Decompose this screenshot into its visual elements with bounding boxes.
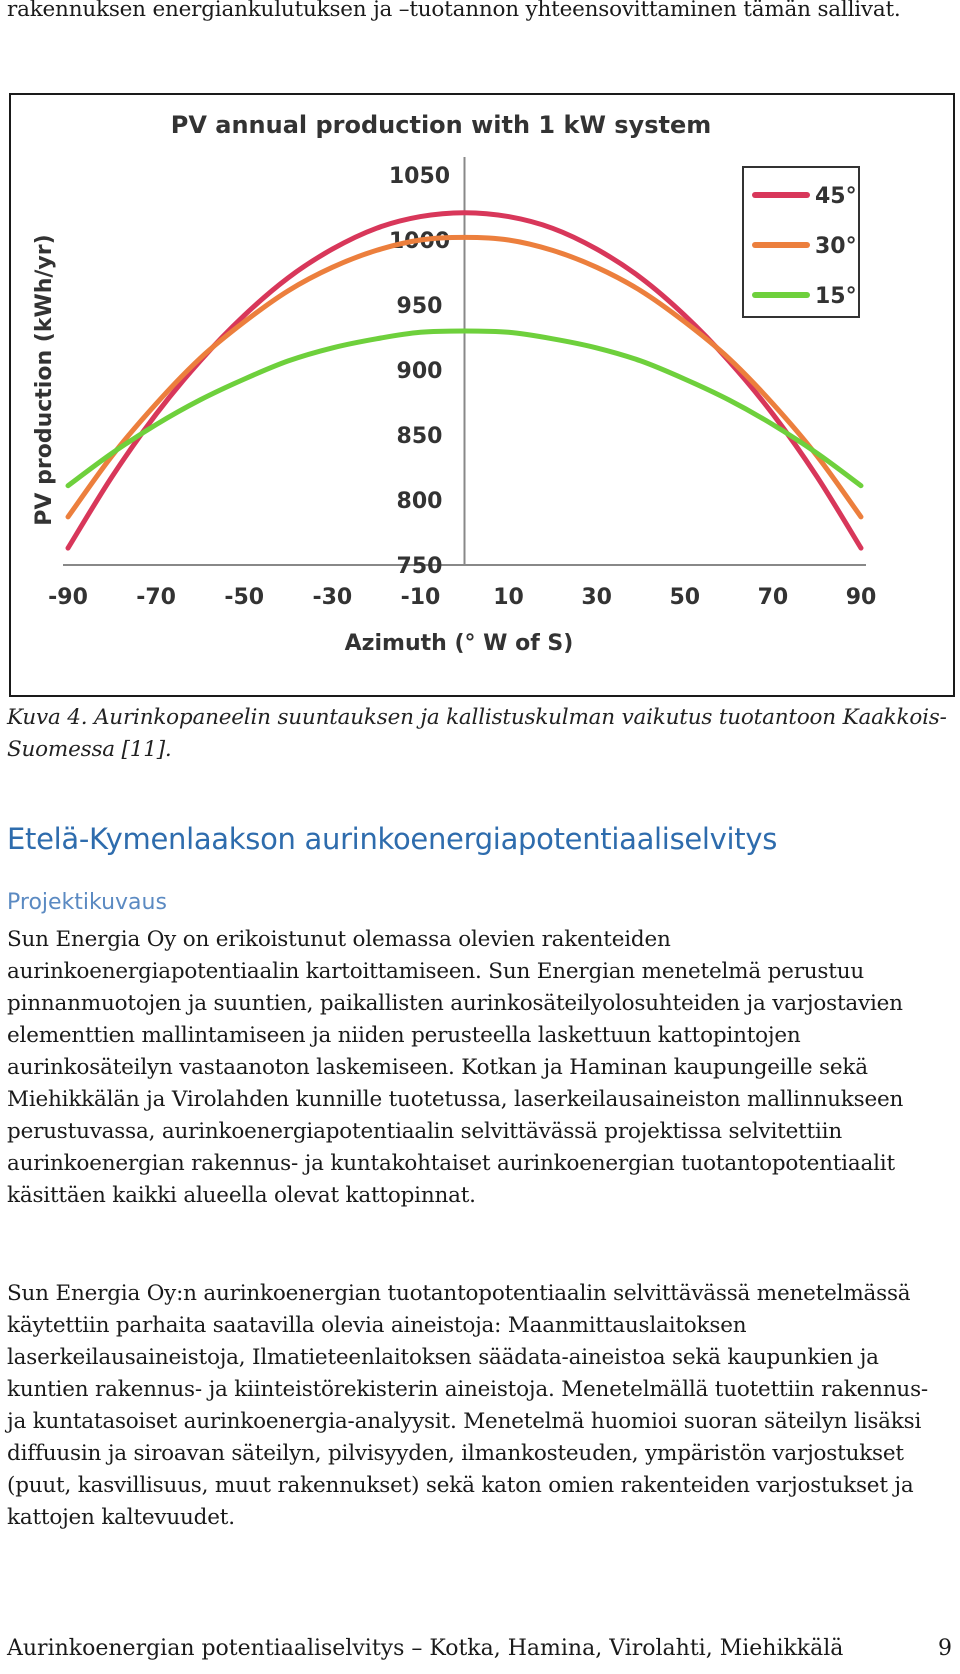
figure-caption: Kuva 4. Aurinkopaneelin suuntauksen ja kallistuskulman vaikutus tuotantoon Kaakkois-Suomessa [11]. [7,705,947,762]
legend-label: 30° [815,234,857,259]
chart-title: PV annual production with 1 kW system [170,111,712,139]
chart-y-axis-label: PV production (kWh/yr) [32,234,57,526]
legend-label: 15° [815,284,857,309]
intro-text-fragment: rakennuksen energiankulutuksen ja –tuotannon yhteensovittaminen tämän sallivat. [7,0,901,22]
paragraph-method: Sun Energia Oy:n aurinkoenergian tuotantopotentiaalin selvittävässä menetelmässä käytettiin parhaita saatavilla olevia aineistoja: Maanmittauslaitoksen laserkeilausaineistoja, Ilmatieteenlaitoksen säädata-aineistoa sekä kaupunkien ja kuntien rakennus- ja kiinteistörekisterin aineistoja. Menetelmällä tuotettiin rakennus- ja kuntatasoiset aurinkoenergia-analyysit. Menetelmä huomioi suoran säteilyn lisäksi diffuusin ja siroavan säteilyn, pilvisyyden, ilmankosteuden, ympäristön varjostukset (puut, kasvillisuus, muut rakennukset) sekä katon omien rakenteiden varjostukset ja kattojen kaltevuudet. [7,1281,928,1530]
y-tick-label: 900 [396,359,443,384]
x-tick-label: -50 [224,585,265,610]
x-tick-label: 50 [669,585,701,610]
x-tick-label: 70 [757,585,789,610]
footer-title: Aurinkoenergian potentiaaliselvitys – Kotka, Hamina, Virolahti, Miehikkälä [7,1636,844,1661]
y-tick-label: 950 [396,294,443,319]
pv-production-chart [11,95,953,695]
x-tick-label: 10 [493,585,524,610]
chart-x-axis-label: Azimuth (° W of S) [344,631,574,656]
x-tick-label: 30 [581,585,612,610]
y-tick-label: 850 [396,424,443,449]
x-tick-label: 90 [845,585,877,610]
page-number: 9 [938,1636,952,1661]
x-tick-label: -70 [136,585,176,610]
y-tick-label: 750 [396,554,443,579]
x-tick-label: -90 [48,585,88,610]
pv-production-figure [9,93,955,697]
legend-label: 45° [815,184,857,209]
y-tick-label: 1000 [388,229,451,254]
paragraph-project-description: Sun Energia Oy on erikoistunut olemassa olevien rakenteiden aurinkoenergiapotentiaalin kartoittamiseen. Sun Energian menetelmä perustuu pinnanmuotojen ja suuntien, paikallisten aurinkosäteilyolosuhteiden ja varjostavien elementtien mallintamiseen ja niiden perusteella laskettuun kattopintojen aurinkosäteilyn vastaanoton laskemiseen. Kotkan ja Haminan kaupungeille sekä Miehikkälän ja Virolahden kunnille tuotetussa, laserkeilausaineiston mallinnukseen perustuvassa, aurinkoenergiapotentiaalin selvittävässä projektissa selvitettiin aurinkoenergian rakennus- ja kuntakohtaiset aurinkoenergian tuotantopotentiaalit käsittäen kaikki alueella olevat kattopinnat. [7,927,904,1208]
y-tick-label: 800 [396,489,443,514]
x-tick-label: -30 [312,585,353,610]
chart-legend [743,167,859,317]
page-footer [7,1636,952,1668]
section-heading: Etelä-Kymenlaakson aurinkoenergiapotentiaaliselvitys [7,822,778,856]
y-tick-label: 1050 [388,164,451,189]
x-tick-label: -10 [400,585,441,610]
subsection-heading: Projektikuvaus [7,890,167,915]
